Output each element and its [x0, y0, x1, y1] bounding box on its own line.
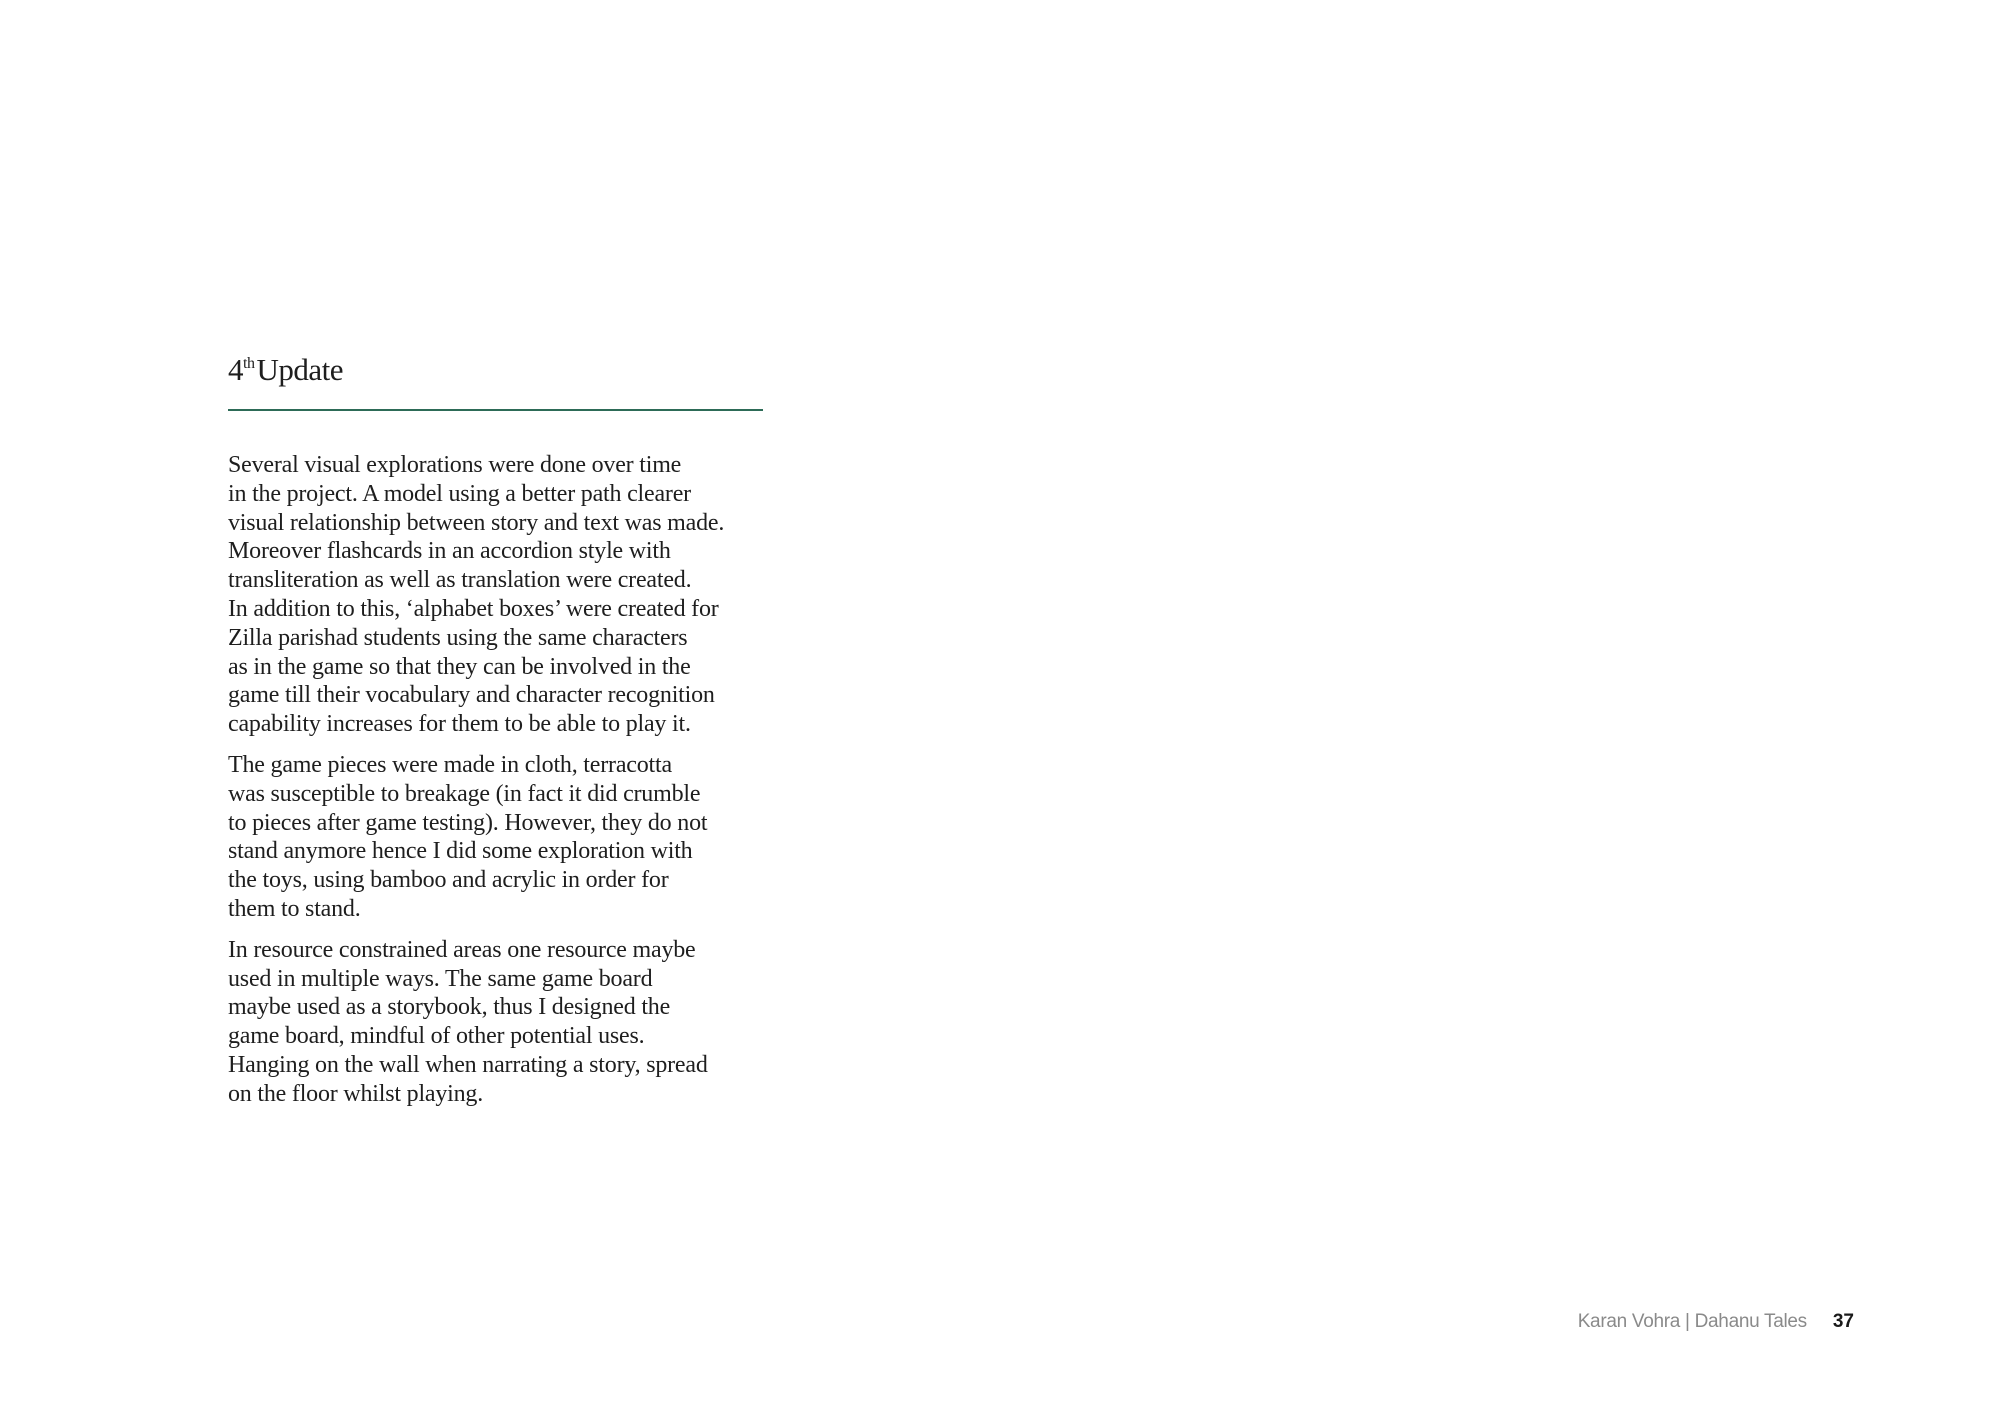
text-line: Zilla parishad students using the same characters	[228, 624, 688, 651]
text-line: as in the game so that they can be involved in the	[228, 653, 691, 680]
text-line: game till their vocabulary and character recognition	[228, 682, 715, 709]
text-line: the toys, using bamboo and acrylic in order for	[228, 867, 669, 894]
text-line: In addition to this, ‘alphabet boxes’ were created for	[228, 595, 719, 622]
text-line: Moreover flashcards in an accordion style with	[228, 538, 671, 565]
body-text	[228, 451, 768, 1121]
text-line: Several visual explorations were done over time	[228, 452, 682, 478]
paragraph-3	[228, 936, 768, 1109]
text-line: used in multiple ways. The same game board	[228, 965, 653, 992]
page-number: 37	[1832, 1311, 1854, 1332]
text-line: visual relationship between story and text was made.	[228, 509, 725, 536]
text-line: them to stand.	[228, 895, 361, 922]
text-line: stand anymore hence I did some exploration with	[228, 838, 693, 865]
text-line: game board, mindful of other potential uses.	[228, 1023, 645, 1050]
page-footer	[1578, 1310, 1854, 1334]
text-line: in the project. A model using a better path clearer	[228, 480, 691, 507]
footer-credit: Karan Vohra | Dahanu Tales	[1577, 1311, 1807, 1332]
text-line: transliteration as well as translation were created.	[228, 567, 692, 594]
text-line: capability increases for them to be able to play it.	[228, 711, 691, 738]
heading-title: Update	[256, 352, 343, 387]
paragraph-1	[228, 451, 768, 739]
text-line: The game pieces were made in cloth, terracotta	[228, 751, 672, 778]
paragraph-2	[228, 751, 768, 924]
text-line: In resource constrained areas one resource maybe	[228, 936, 696, 963]
text-line: was susceptible to breakage (in fact it did crumble	[228, 780, 701, 807]
section-heading	[228, 350, 343, 396]
heading-divider	[228, 409, 763, 411]
text-line: on the floor whilst playing.	[228, 1080, 484, 1107]
text-line: to pieces after game testing). However, they do not	[228, 809, 708, 836]
heading-number: 4	[228, 352, 243, 387]
text-line: Hanging on the wall when narrating a story, spread	[228, 1051, 708, 1078]
text-line: maybe used as a storybook, thus I designed the	[228, 994, 671, 1021]
heading-ordinal-suffix: th	[243, 355, 255, 372]
